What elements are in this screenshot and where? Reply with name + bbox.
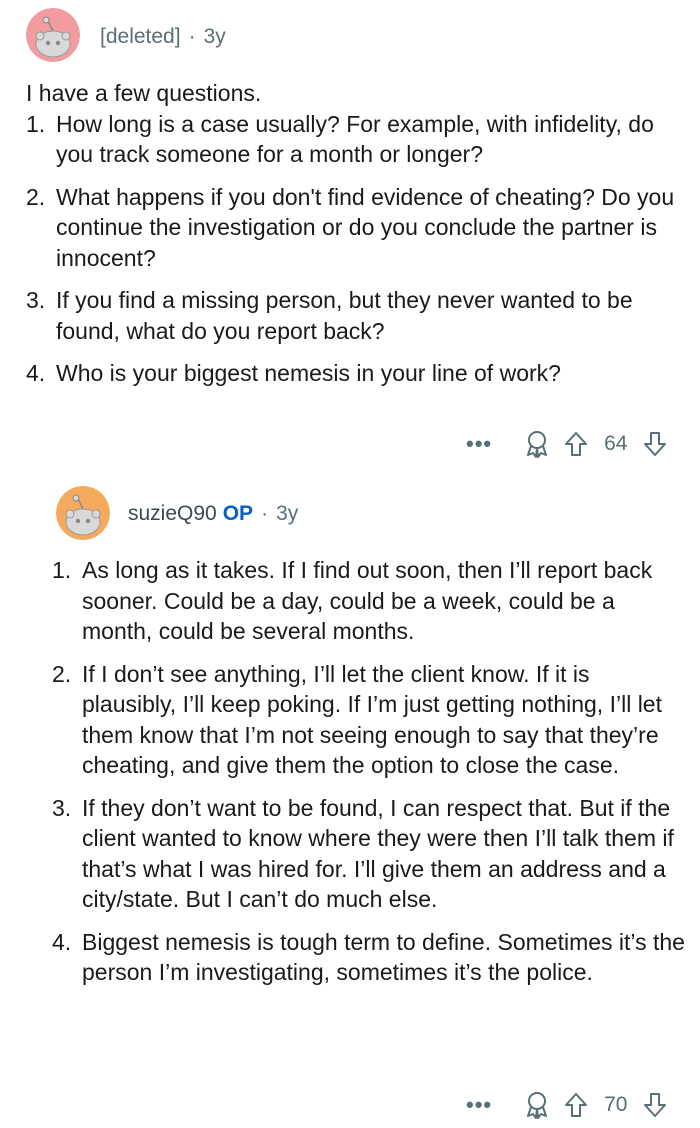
list-number: 2. <box>52 660 72 687</box>
list-item-text: If you find a missing person, but they never wanted to be found, what do you report back? <box>56 287 633 344</box>
comment-1-body <box>26 78 686 401</box>
comment-1-meta <box>100 25 226 49</box>
list-number: 2. <box>26 183 46 210</box>
list-item-text: Who is your biggest nemesis in your line of work? <box>56 360 561 386</box>
comment-1-actions <box>466 430 667 458</box>
upvote-icon[interactable] <box>564 431 588 457</box>
snoo-avatar-icon <box>26 8 80 62</box>
avatar-deleted-user[interactable] <box>26 8 80 62</box>
list-number: 3. <box>52 794 72 821</box>
list-item-text: What happens if you don't find evidence of cheating? Do you continue the investigation or do you conclude the partner is innocent? <box>56 183 675 271</box>
downvote-icon[interactable] <box>643 1092 667 1118</box>
list-item-text: Biggest nemesis is tough term to define. Sometimes it’s the person I’m investigating, sometimes it’s the police. <box>82 928 685 985</box>
list-item <box>26 285 686 346</box>
list-item-text: If they don’t want to be found, I can respect that. But if the client wanted to know where they were then I’ll talk them if that’s what I was hired for. I’ll give them an address and a city/state. But I can’t do much else. <box>82 794 674 912</box>
comment-2-body <box>52 555 688 1000</box>
upvote-icon[interactable] <box>564 1092 588 1118</box>
list-number: 1. <box>26 110 46 137</box>
vote-score: 70 <box>604 1093 628 1116</box>
op-badge: OP <box>222 502 254 525</box>
list-item-text: As long as it takes. If I find out soon, then I’ll report back sooner. Could be a day, could be a week, could be a month, could be several months. <box>82 557 653 644</box>
more-options-button[interactable]: ••• <box>466 1092 493 1117</box>
downvote-icon[interactable] <box>643 431 667 457</box>
comment-1-intro: I have a few questions. <box>26 80 262 106</box>
snoo-avatar-icon <box>56 486 110 540</box>
comment-1-username[interactable]: [deleted] <box>100 25 181 48</box>
vote-score: 64 <box>604 432 628 455</box>
list-item <box>26 358 686 389</box>
list-number: 1. <box>52 557 72 583</box>
avatar-suzieq90[interactable] <box>56 486 110 540</box>
list-item <box>26 109 686 170</box>
comment-2-username[interactable]: suzieQ90 <box>128 502 217 525</box>
list-item <box>52 793 688 915</box>
list-number: 3. <box>26 287 46 313</box>
list-item <box>52 927 688 988</box>
list-item-text: How long is a case usually? For example, with infidelity, do you track someone for a month or longer? <box>56 110 654 167</box>
comment-2-list <box>52 555 688 988</box>
list-item <box>52 659 688 781</box>
list-item <box>52 555 688 647</box>
list-item-text: If I don’t see anything, I’ll let the client know. If it is plausibly, I’ll keep poking. If I’m just getting nothing, I’ll let them know that I’m not seeing enough to say that they’re cheating, and give them the option to close the case. <box>82 660 662 778</box>
list-number: 4. <box>52 928 72 955</box>
meta-separator: · <box>188 25 196 48</box>
comment-1-list <box>26 109 686 389</box>
list-item <box>26 182 686 274</box>
comment-1-age: 3y <box>203 25 226 48</box>
award-icon[interactable] <box>524 1091 550 1119</box>
comment-2-actions <box>466 1091 667 1119</box>
meta-separator: · <box>261 502 269 525</box>
list-number: 4. <box>26 360 46 386</box>
award-icon[interactable] <box>524 430 550 458</box>
comment-2-age: 3y <box>276 502 299 525</box>
more-options-button[interactable]: ••• <box>466 431 493 456</box>
comment-2-meta <box>128 502 298 526</box>
